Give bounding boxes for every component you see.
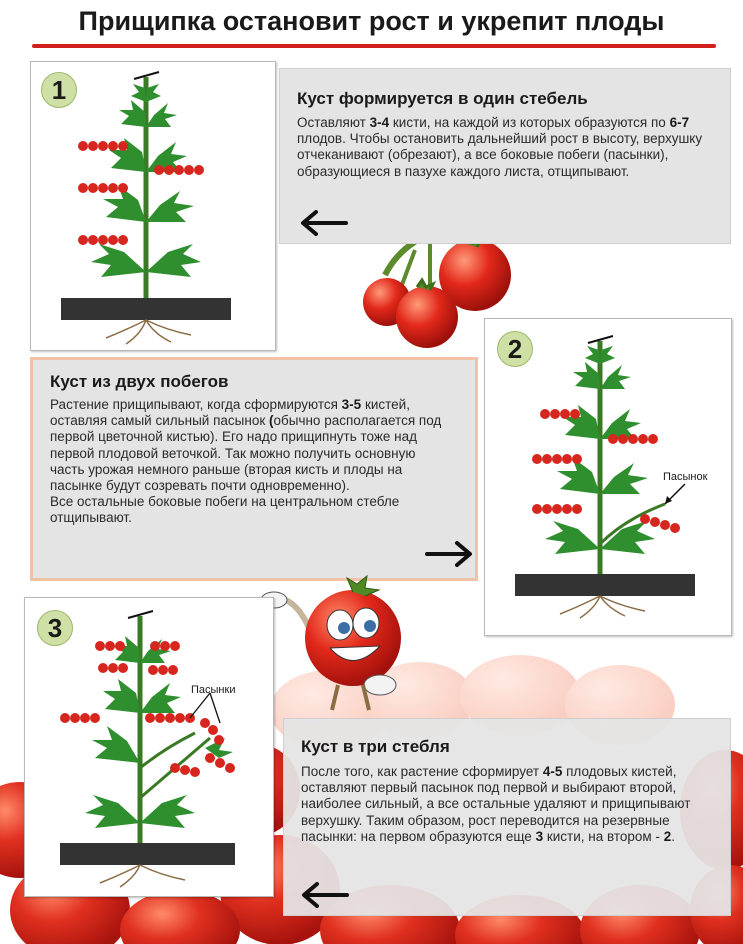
arrow-left-icon: [298, 209, 348, 237]
step-number-badge: 1: [41, 72, 77, 108]
plant-panel-2: [484, 318, 732, 636]
panel-heading: Куст из двух побегов: [50, 372, 229, 391]
step-number-badge: 3: [37, 610, 73, 646]
panel-heading: Куст в три стебля: [301, 737, 450, 756]
side-shoots-label: Пасынки: [191, 684, 236, 696]
two-shoots-text-box: [30, 357, 478, 581]
panel-body: После того, как растение сформирует 4-5 плодовых кистей, оставляют первый пасынок под первой и выбирают второй, наиболее сильный, а все остальные удаляют и прищипывают верхушку. Таким образом, рост переводится на резервные пасынки: на первом образуются еще 3 кисти, на втором - 2.: [301, 764, 691, 844]
panel-body: Растение прищипывают, когда сформируются 3-5 кистей, оставляя самый сильный пасынок (обычно располагается под первой цветочной кистью). Его надо прищипнуть тоже над первой плодовой веточкой. Так можно получить основную часть урожая немного раньше (вторая кисть и плоды на пасынке будут созревать почти одновременно). Все остальные боковые побеги на центральном стебле отщипывают.: [50, 397, 442, 526]
arrow-right-icon: [425, 540, 475, 568]
panel-body: Оставляют 3-4 кисти, на каждой из которых образуются по 6-7 плодов. Чтобы остановить дальнейший рост в высоту, верхушку отчеканивают (обрезают), а все боковые побеги (пасынки), образующиеся в пазухе каждого листа, отщипывают.: [297, 115, 703, 179]
panel-heading: Куст формируется в один стебель: [297, 89, 588, 108]
page-title: Прищипка остановит рост и укрепит плоды: [78, 6, 665, 36]
step-number-badge: 2: [497, 331, 533, 367]
plant-panel-3: [24, 597, 274, 897]
one-stem-text-box: [279, 68, 731, 244]
arrow-left-icon: [299, 881, 349, 909]
three-stems-text-box: [283, 718, 731, 916]
title-underline: [32, 44, 716, 48]
plant-panel-1: [30, 61, 276, 351]
side-shoot-label: Пасынок: [663, 471, 708, 483]
tomato-mascot-illustration: [258, 570, 423, 720]
